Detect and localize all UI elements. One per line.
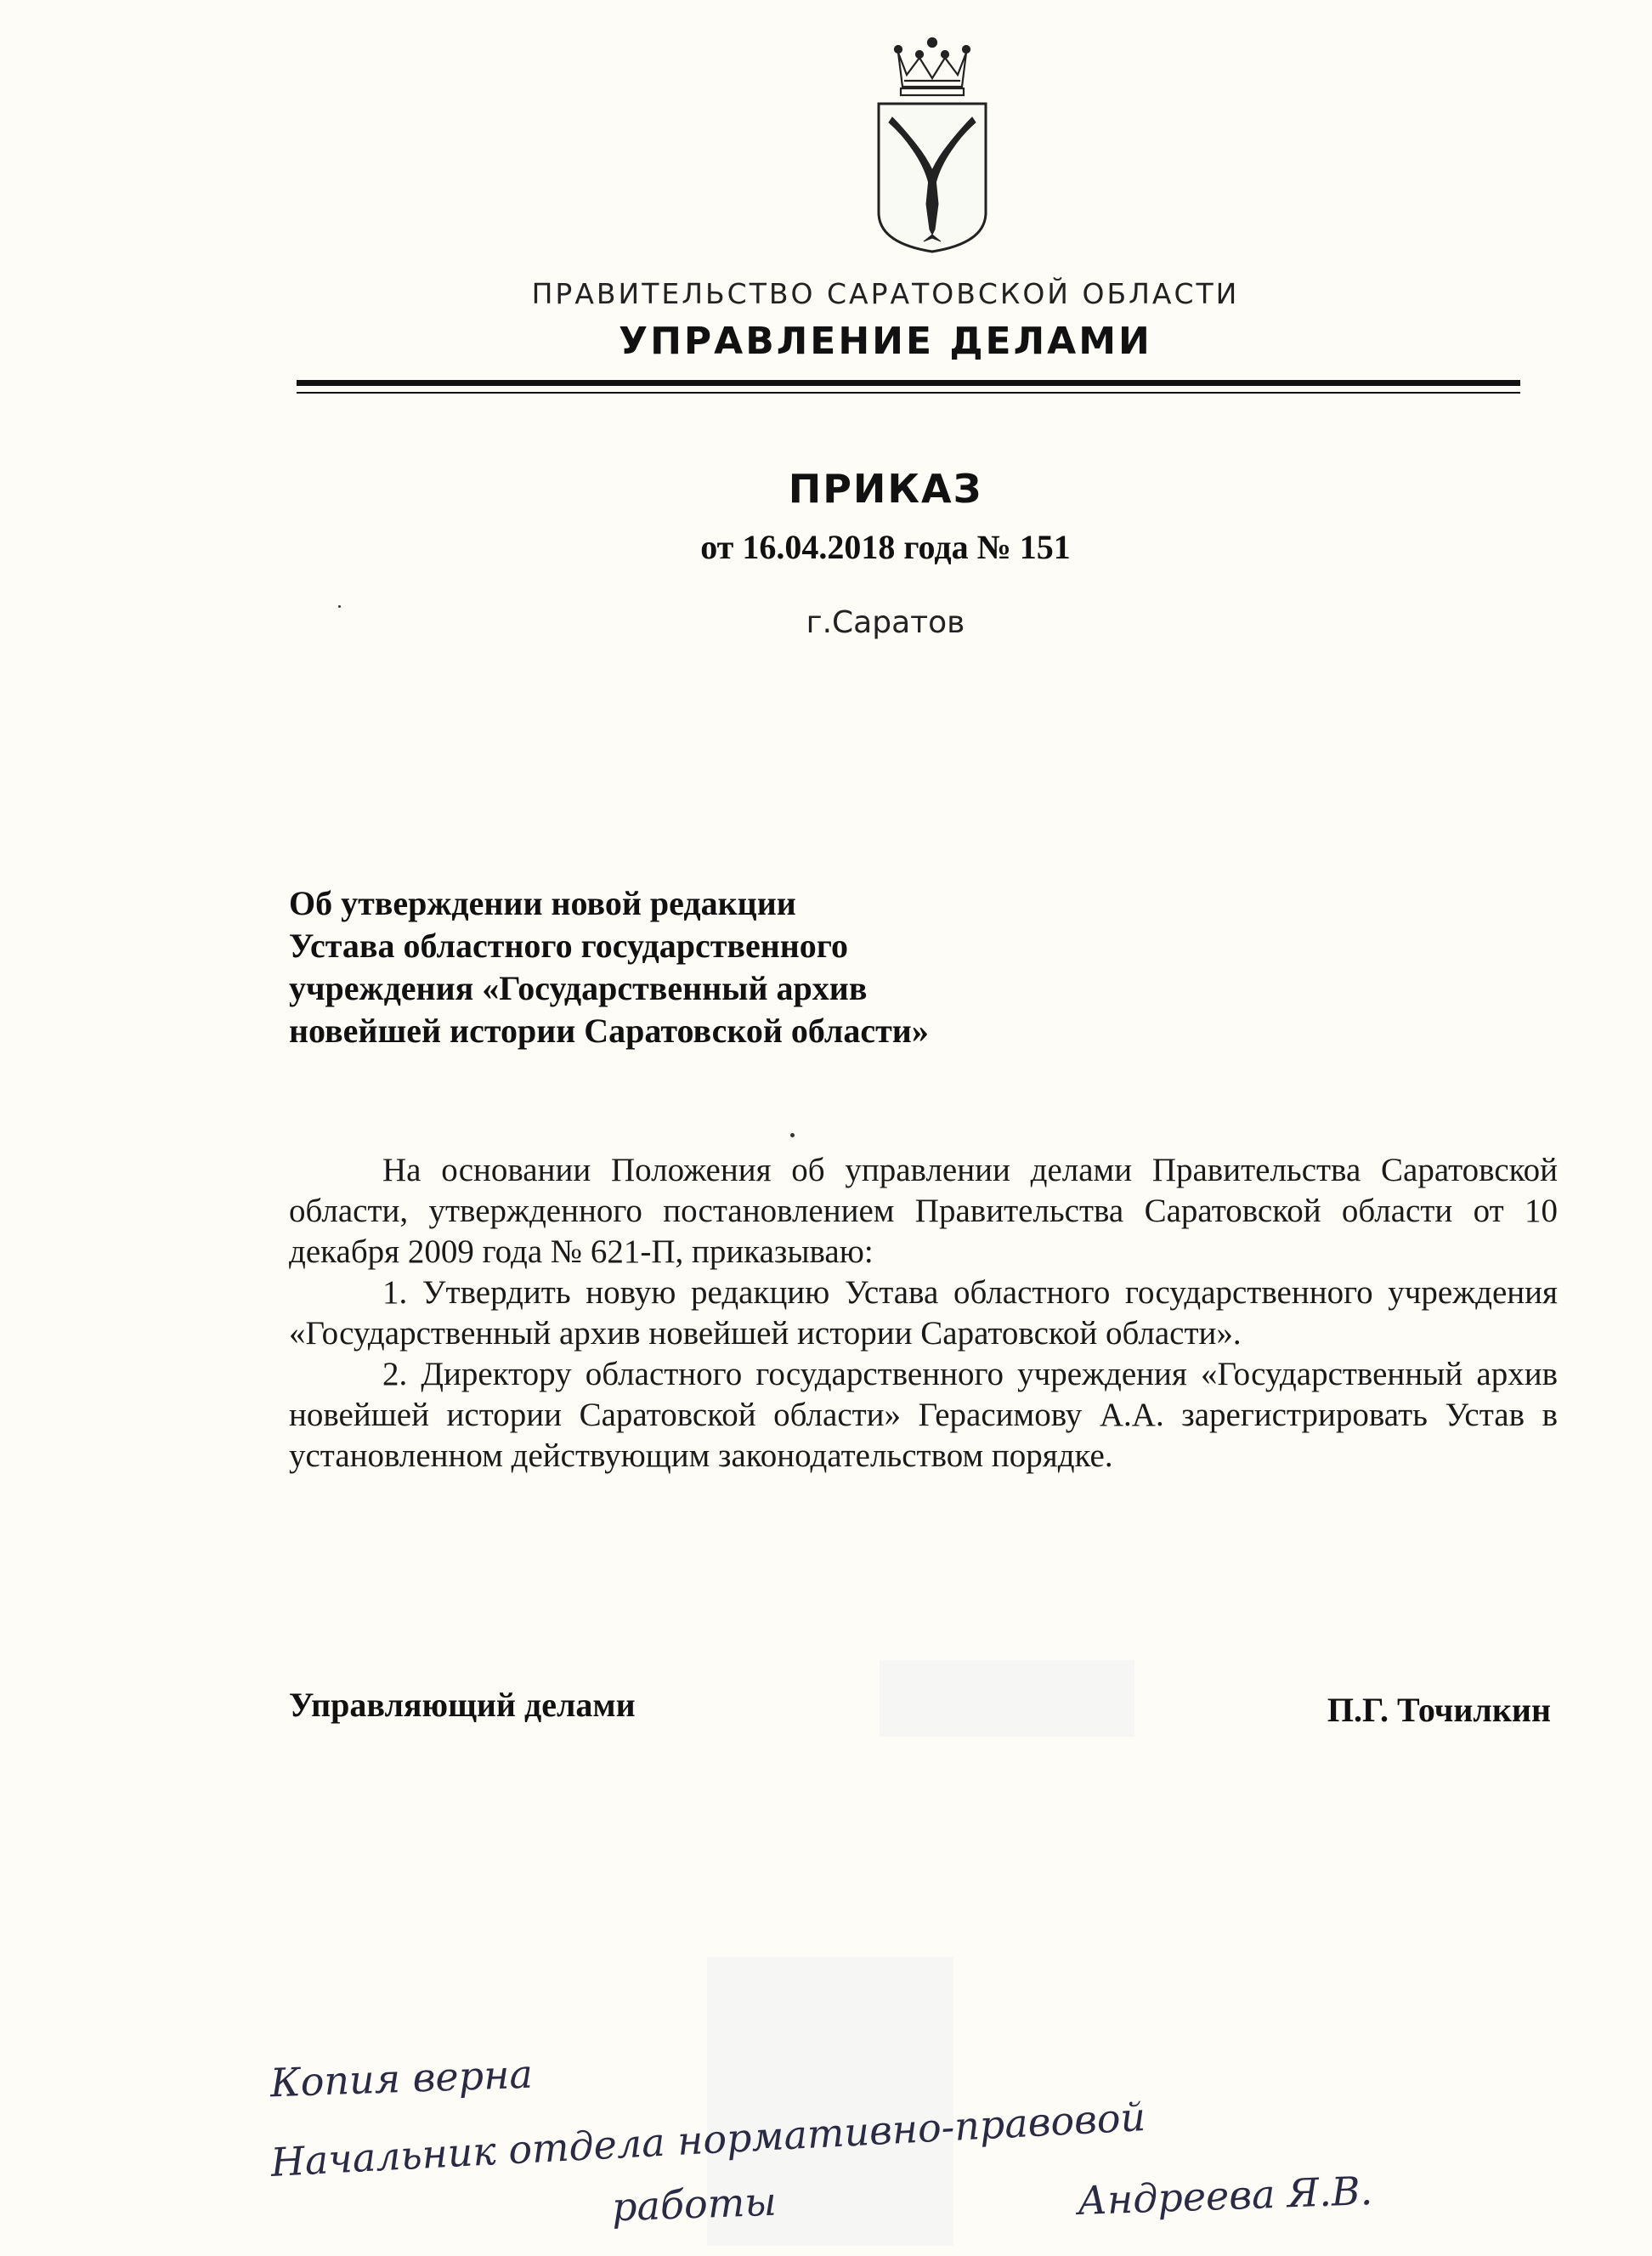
signatory-title: Управляющий делами [289,1686,636,1724]
handwritten-position: Начальник отдела нормативно-правовой [269,2094,1147,2185]
government-name: ПРАВИТЕЛЬСТВО САРАТОВСКОЙ ОБЛАСТИ [531,277,1240,310]
handwritten-position-cont: работы [611,2178,778,2230]
header-rule-thick [297,380,1520,386]
body-paragraph: 2. Директору областного государственного учреждения «Государственный архив новейшей истории Саратовской области» Герасимову А.А. зарегистрировать Устав в установленном действующим законодательством порядке. [289,1356,1558,1474]
order-city: г.Саратов [806,605,965,640]
body-paragraph: На основании Положения об управлении делами Правительства Саратовской области, утвержденного постановлением Правительства Саратовской области от 10 декабря 2009 года № 621-П, приказываю: [289,1152,1558,1270]
order-date-number: от 16.04.2018 года № 151 [700,528,1071,566]
document-title: ПРИКАЗ [788,466,983,512]
saratov-coat-of-arms-icon [851,34,1013,255]
order-body [289,1150,1558,1477]
scan-speck [790,1133,795,1137]
order-subject [289,882,1054,1052]
redacted-signature-area [880,1660,1134,1737]
department-name: УПРАВЛЕНИЕ ДЕЛАМИ [619,320,1152,363]
body-paragraph: 1. Утвердить новую редакцию Устава областного государственного учреждения «Государственный архив новейшей истории Саратовской области». [289,1274,1558,1352]
handwritten-certification: Копия верна [269,2050,534,2106]
scan-speck [338,605,341,608]
subject-line: новейшей истории Саратовской области» [289,1012,929,1050]
subject-line: Об утверждении новой редакции [289,884,796,922]
header-rule-thin [297,392,1520,394]
handwritten-signer-name: Андреева Я.В. [1077,2167,1374,2225]
subject-line: Устава областного государственного [289,927,848,965]
signatory-name: П.Г. Точилкин [1327,1691,1551,1729]
subject-line: учреждения «Государственный архив [289,969,868,1007]
